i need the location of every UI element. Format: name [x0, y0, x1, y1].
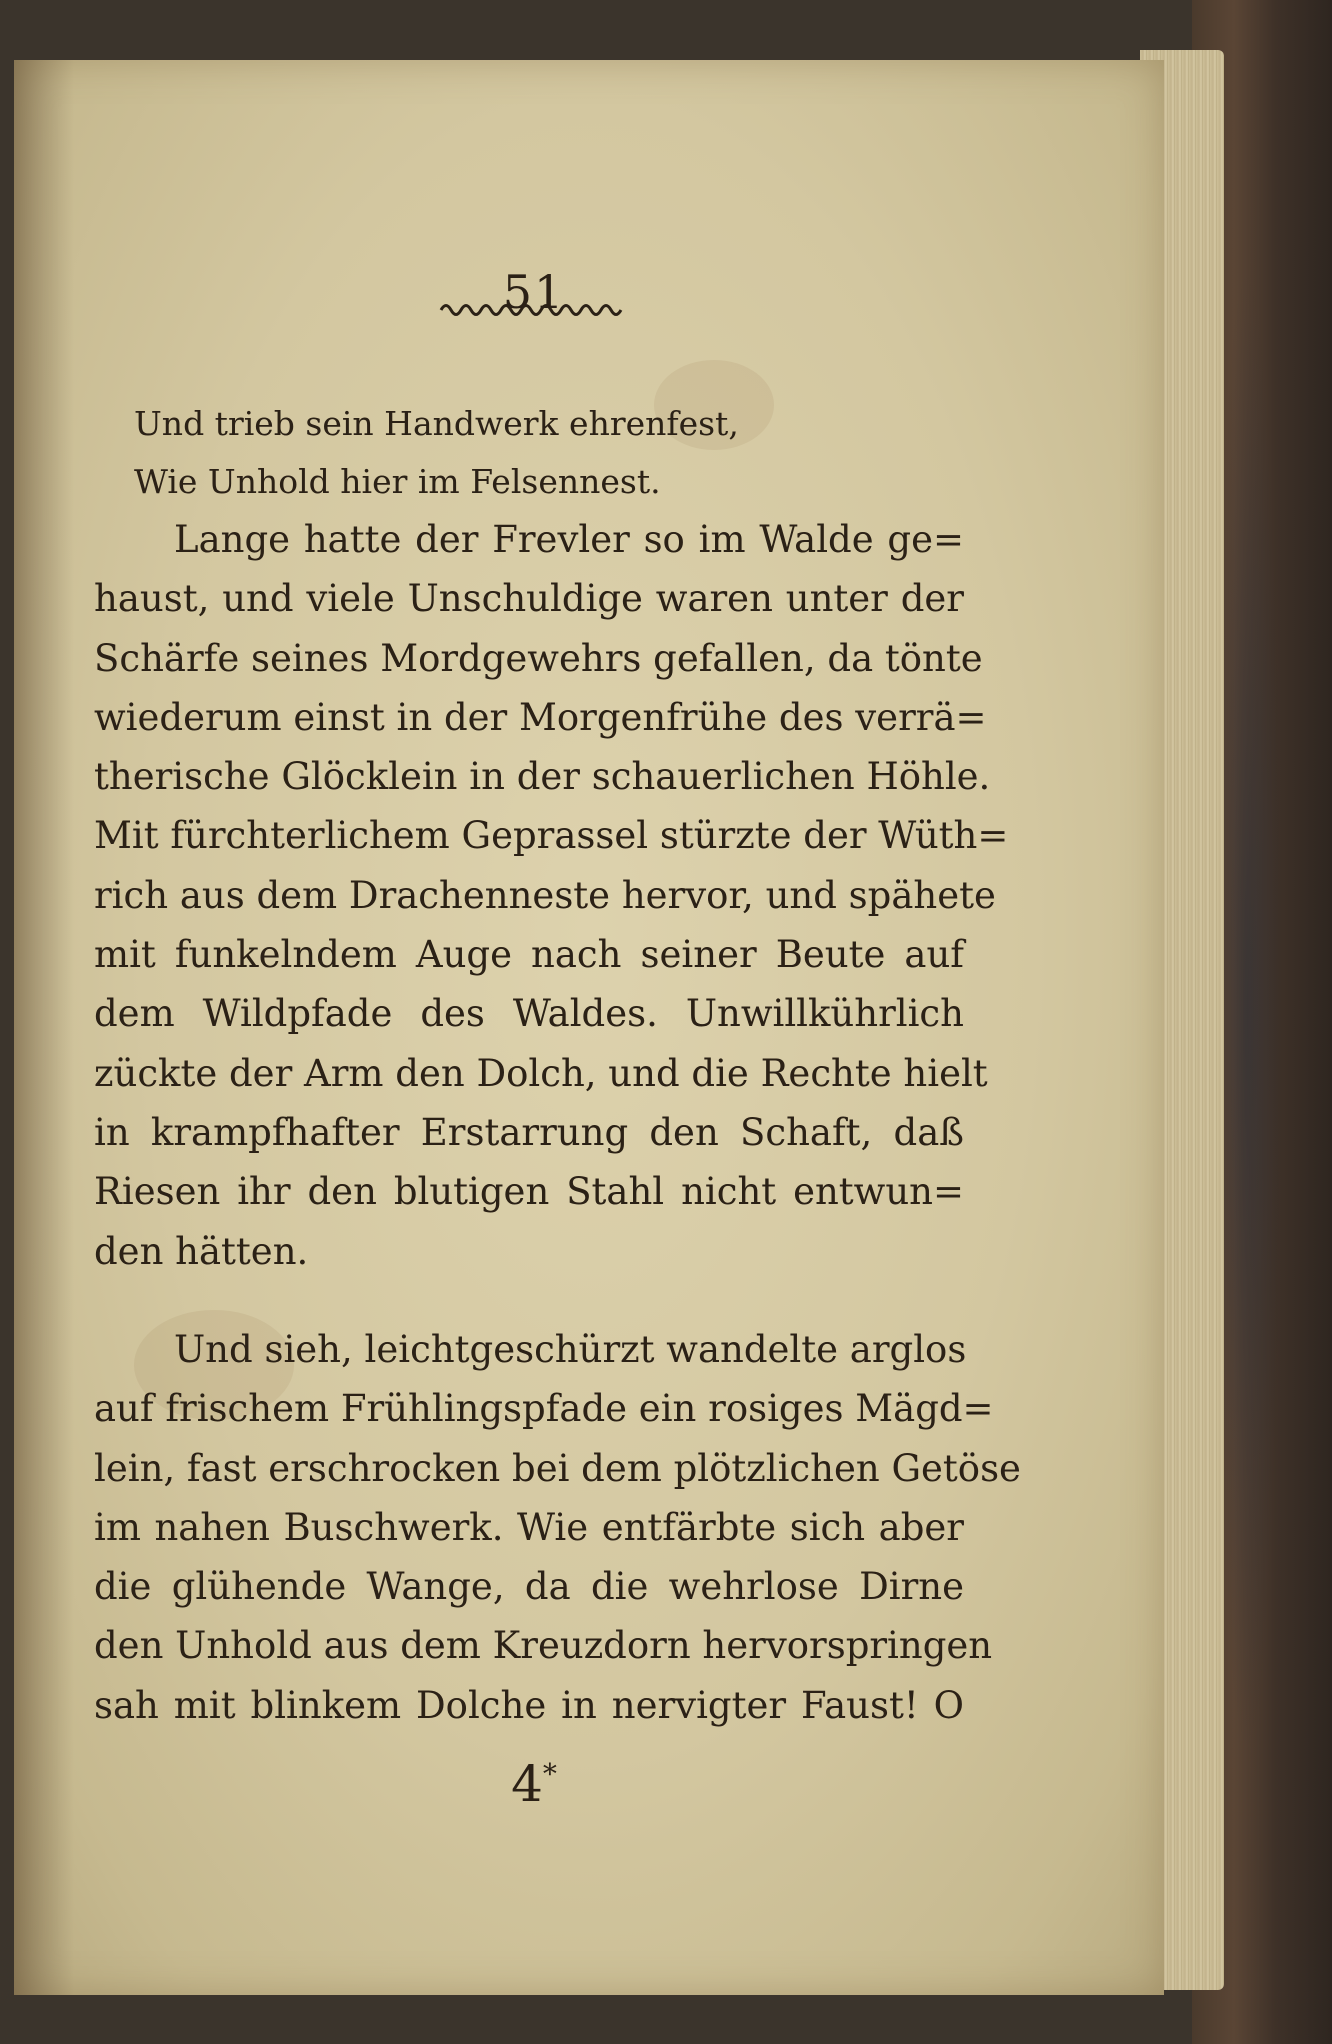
text-line: haust, und viele Unschuldige waren unter der [94, 577, 964, 621]
verse-line: Wie Unhold hier im Felsennest. [134, 462, 661, 501]
text-line: dem Wildpfade des Waldes. Unwillkührlich [94, 992, 964, 1036]
ornament-rule [94, 300, 974, 326]
text-line: lein, fast erschrocken bei dem plötzlichen Getöse [94, 1446, 1021, 1490]
book-page [14, 60, 1164, 1995]
verse-line: Und trieb sein Handwerk ehrenfest, [134, 404, 739, 443]
paragraph [94, 510, 1009, 1281]
signature-number: 4 [511, 1755, 543, 1813]
text-line: wiederum einst in der Morgenfrühe des verrä= [94, 695, 987, 739]
text-line: mit funkelndem Auge nach seiner Beute auf [94, 933, 964, 977]
text-line: rich aus dem Drachenneste hervor, und spähete [94, 873, 996, 917]
verse-block [134, 395, 739, 511]
text-line: auf frischem Frühlingspfade ein rosiges Mägd= [94, 1387, 994, 1431]
text-line: in krampfhafter Erstarrung den Schaft, daß [94, 1110, 964, 1154]
text-line: den hätten. [94, 1229, 309, 1273]
signature-star: * [542, 1757, 557, 1791]
text-line: Und sieh, leichtgeschürzt wandelte arglos [174, 1328, 967, 1371]
signature-mark [94, 1755, 974, 1813]
gutter-shadow [14, 60, 74, 1995]
wave-ornament-icon [439, 300, 629, 320]
text-line: therische Glöcklein in der schauerlichen Höhle. [94, 755, 991, 799]
text-line: den Unhold aus dem Kreuzdorn hervorspringen [94, 1624, 993, 1668]
text-line: Lange hatte der Frevler so im Walde ge= [174, 518, 964, 561]
text-line: zückte der Arm den Dolch, und die Rechte hielt [94, 1051, 988, 1095]
text-line: Schärfe seines Mordgewehrs gefallen, da tönte [94, 636, 983, 680]
paragraph [94, 1320, 1021, 1735]
text-line: sah mit blinkem Dolche in nervigter Faust! O [94, 1683, 964, 1727]
text-line: Mit fürchterlichem Geprassel stürzte der Wüth= [94, 814, 1009, 858]
text-line: die glühende Wange, da die wehrlose Dirne [94, 1565, 964, 1609]
text-line: im nahen Buschwerk. Wie entfärbte sich aber [94, 1505, 964, 1549]
page-number: 51 [502, 265, 566, 319]
text-line: Riesen ihr den blutigen Stahl nicht entwun= [94, 1170, 964, 1214]
